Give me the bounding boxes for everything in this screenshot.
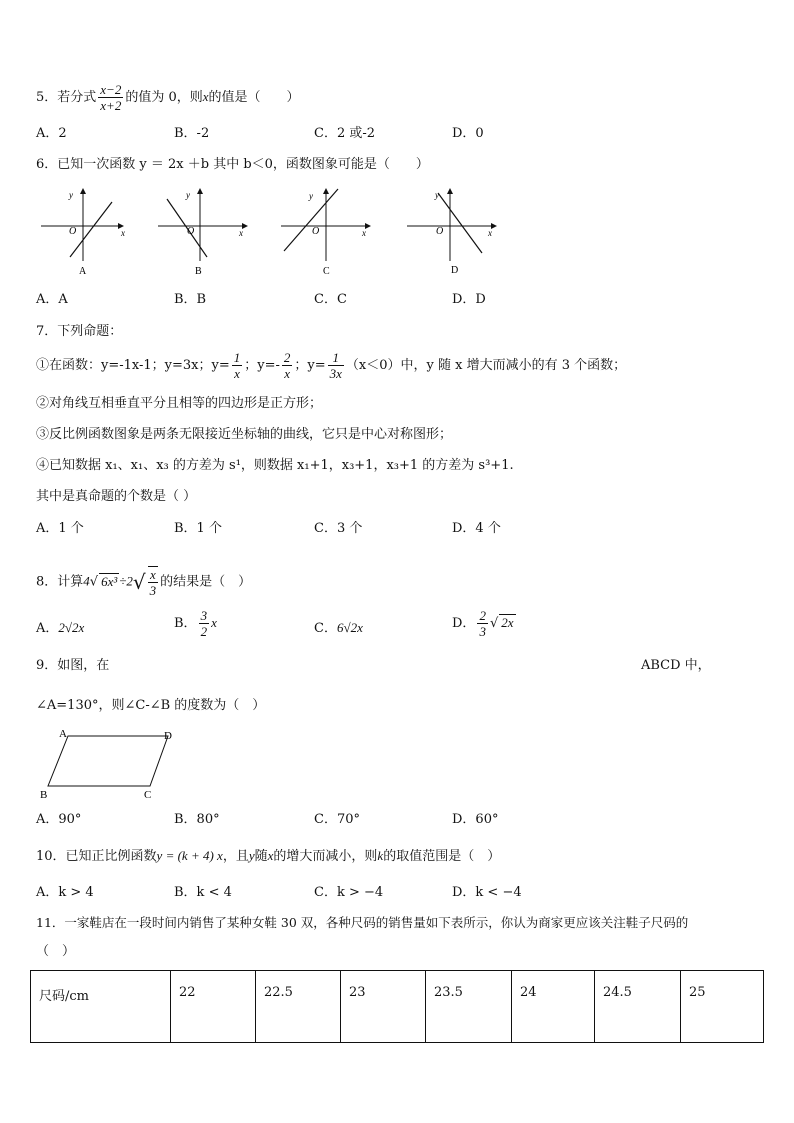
x-axis-label: x — [239, 228, 243, 238]
q5-fraction — [98, 82, 123, 113]
q7-option-d: D．4 个 — [452, 521, 501, 536]
q10-stem — [36, 848, 500, 865]
option-label: B． — [174, 616, 197, 631]
q7-item-3: ③反比例函数图象是两条无限接近坐标轴的曲线，它只是中心对称图形； — [36, 427, 453, 442]
q7-question: 其中是真命题的个数是（ ） — [36, 489, 197, 504]
frac-num: 1 — [328, 350, 344, 366]
q8-operator: ÷2 — [119, 573, 133, 589]
q5-stem-post: 的值为 0，则 — [125, 90, 203, 105]
q10-stem-mid1: ，且 — [222, 849, 249, 864]
q10-option-c: C．k > −4 — [314, 885, 384, 900]
q9-option-d: D．60° — [452, 812, 499, 827]
q9-stem-pre: 9．如图，在 — [36, 658, 110, 673]
x-axis-label: x — [362, 228, 366, 238]
option-fraction — [199, 608, 210, 639]
q7-item-2: ②对角线互相垂直平分且相等的四边形是正方形； — [36, 396, 323, 411]
frac-den: 2 — [200, 624, 208, 639]
q8-option-a — [36, 620, 84, 637]
y-axis-label: y — [69, 190, 73, 200]
q8-radicand-2 — [148, 566, 159, 598]
option-label: A． — [36, 621, 59, 636]
q11-size-table — [30, 970, 764, 1043]
radical-sign-icon: √ — [489, 616, 499, 631]
function-line — [70, 202, 112, 257]
graph-label-c: C — [323, 266, 330, 275]
y-arrow-icon — [197, 188, 203, 194]
radical-sign-icon: √ — [132, 570, 146, 594]
vertex-a: A — [59, 728, 67, 740]
vertex-b: B — [40, 789, 48, 801]
frac-num: 1 — [233, 350, 241, 365]
table-cell: 尺码/cm — [31, 971, 171, 1043]
option-label: C． — [314, 621, 337, 636]
graph-label-b: B — [195, 266, 202, 275]
vertex-d: D — [164, 730, 172, 742]
q7-option-b: B．1 个 — [174, 521, 222, 536]
q7-item1-pre: ①在函数：y=-1x-1；y=3x；y= — [36, 358, 230, 373]
option-var: x — [211, 615, 217, 630]
q6-graph-a — [38, 185, 130, 275]
table-cell: 24 — [512, 971, 595, 1043]
q7-option-a: A．1 个 — [36, 521, 84, 536]
q7-item-4: ④已知数据 x₁、x₁、x₃ 的方差为 s¹，则数据 x₁+1，x₃+1，x₃+1 的方差为 s³+1. — [36, 458, 514, 473]
frac-num: 3 — [200, 608, 208, 623]
frac-den: x — [284, 366, 291, 381]
q7-option-c: C．3 个 — [314, 521, 363, 536]
origin-label: O — [187, 226, 195, 237]
q7-item1-post: （x＜0）中，y 随 x 增大而减小的有 3 个函数； — [345, 358, 627, 373]
graph-label-d: D — [451, 265, 459, 275]
frac-den: x — [234, 366, 240, 381]
q9-option-b: B．80° — [174, 812, 220, 827]
q7-frac-2 — [282, 350, 293, 381]
q6-option-a: A．A — [36, 292, 68, 307]
q5-option-b: B．-2 — [174, 126, 210, 141]
q9-stem-right: ABCD 中， — [641, 658, 711, 673]
q10-var-k: k — [377, 848, 384, 863]
q10-stem-mid2: 随 — [254, 849, 268, 864]
q7-stem: 7．下列命题： — [36, 324, 123, 339]
frac-den: 3x — [329, 366, 342, 381]
frac-num: x — [148, 567, 159, 583]
q5-stem-pre: 5．若分式 — [36, 90, 97, 105]
x-axis-label: x — [121, 228, 125, 238]
option-radicand: 2x — [501, 615, 514, 630]
q10-option-d: D．k < −4 — [452, 885, 522, 900]
q6-stem: 6．已知一次函数 y ＝ 2x ＋b 其中 b＜0，函数图象可能是（ ） — [36, 157, 429, 172]
q5-frac-den: x+2 — [100, 98, 122, 113]
frac-num: 2 — [479, 608, 486, 623]
y-arrow-icon — [447, 188, 453, 194]
table-cell: 22 — [171, 971, 256, 1043]
q5-option-d: D．0 — [452, 126, 484, 141]
origin-label: O — [436, 226, 444, 237]
frac-den: 3 — [479, 624, 486, 639]
q11-stem: 11．一家鞋店在一段时间内销售了某种女鞋 30 双，各种尺码的销售量如下表所示，你认为商家更应该关注鞋子尺码的 — [36, 915, 689, 930]
y-axis-label: y — [435, 190, 439, 200]
q7-frac-3 — [328, 350, 344, 381]
parallelogram-shape — [48, 736, 168, 786]
q7-item-1 — [36, 350, 626, 381]
radical-sign-icon: √ — [89, 574, 99, 590]
x-axis-label: x — [488, 228, 492, 238]
frac-den: 3 — [149, 583, 157, 598]
q9-parallelogram — [36, 724, 186, 804]
table-cell: 23 — [341, 971, 426, 1043]
frac-num: 2 — [283, 350, 291, 365]
q10-var-y: y — [248, 848, 255, 863]
q5-frac-num: x−2 — [100, 82, 122, 97]
q6-option-b: B．B — [174, 292, 207, 307]
option-value: 6√2x — [336, 620, 363, 635]
q10-option-b: B．k < 4 — [174, 885, 232, 900]
option-value: 2√2x — [58, 620, 85, 635]
y-axis-label: y — [186, 190, 190, 200]
q6-graph-c — [278, 185, 378, 275]
table-cell: 25 — [681, 971, 764, 1043]
q5-option-c: C．2 或-2 — [314, 126, 376, 141]
y-arrow-icon — [323, 188, 329, 194]
q9-option-a: A．90° — [36, 812, 82, 827]
q8-option-d — [452, 608, 516, 639]
q6-graph-b — [155, 185, 255, 275]
q5-option-a: A．2 — [36, 126, 67, 141]
q11-stem-line2: （ ） — [36, 944, 76, 959]
table-row — [31, 971, 764, 1043]
q7-item1-mid2: ；y= — [294, 358, 326, 373]
q10-stem-end: 的取值范围是（ ） — [383, 849, 501, 864]
q8-coef: 4 — [83, 573, 90, 589]
q9-stem-line2: ∠A=130°，则∠C-∠B 的度数为（ ） — [36, 698, 266, 713]
q8-stem-post: 的结果是（ ） — [160, 574, 252, 590]
table-cell: 24.5 — [595, 971, 681, 1043]
option-fraction — [477, 608, 488, 639]
origin-label: O — [312, 226, 320, 237]
q8-stem — [36, 566, 251, 598]
y-arrow-icon — [80, 188, 86, 194]
q7-item1-mid1: ；y=- — [244, 358, 280, 373]
q6-option-c: C．C — [314, 292, 347, 307]
graph-label-a: A — [79, 266, 87, 275]
y-axis-label: y — [309, 191, 313, 201]
q7-frac-1 — [232, 350, 243, 381]
q6-option-d: D．D — [452, 292, 486, 307]
q8-option-b — [174, 608, 217, 639]
q8-option-c — [314, 620, 363, 637]
origin-label: O — [69, 226, 77, 237]
q8-radicand-1: 6x³ — [101, 573, 118, 589]
q10-stem-pre: 10．已知正比例函数 — [36, 849, 157, 864]
q8-stem-pre: 8．计算 — [36, 574, 84, 590]
q10-stem-mid3: 的增大而减小，则 — [273, 849, 378, 864]
q10-option-a: A．k > 4 — [36, 885, 94, 900]
option-label: D． — [452, 616, 476, 631]
table-cell: 23.5 — [426, 971, 512, 1043]
q5-stem — [36, 82, 300, 113]
q9-option-c: C．70° — [314, 812, 360, 827]
function-line — [438, 193, 482, 253]
vertex-c: C — [144, 789, 152, 801]
q6-graph-d — [404, 185, 504, 275]
q10-function: y = (k + 4) x — [156, 848, 223, 863]
q10-var-x: x — [267, 848, 274, 863]
table-cell: 22.5 — [256, 971, 341, 1043]
q5-var: x — [202, 89, 209, 104]
q5-stem-end: 的值是（ ） — [208, 90, 300, 105]
